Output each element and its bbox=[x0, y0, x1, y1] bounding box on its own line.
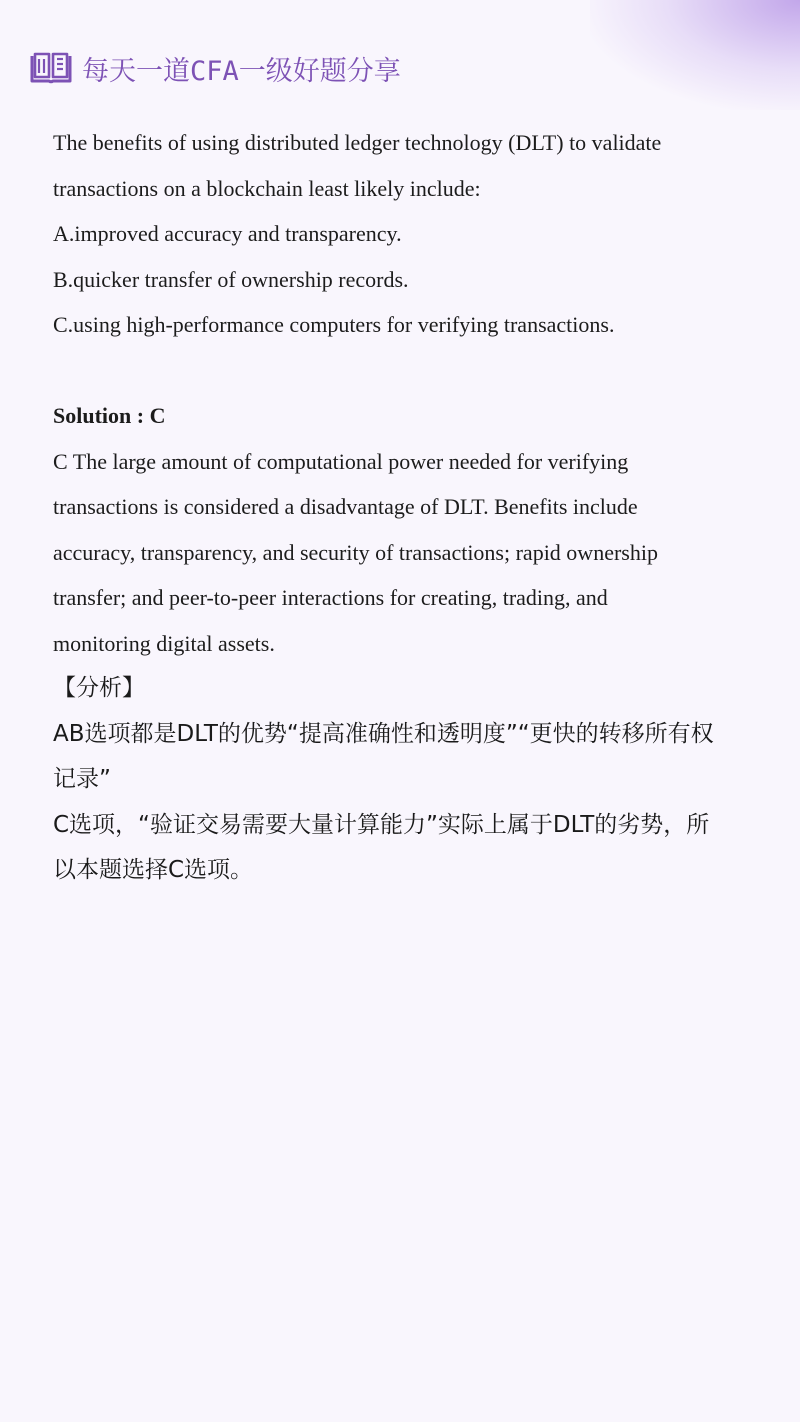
analysis-paragraph-1-line-1: AB选项都是DLT的优势“提高准确性和透明度”“更快的转移所有权 bbox=[53, 720, 714, 747]
solution-line-1: C The large amount of computational power needed for verifying bbox=[53, 448, 629, 474]
option-c: C.using high-performance computers for verifying transactions. bbox=[53, 312, 615, 337]
question-stem-line-1: The benefits of using distributed ledger technology (DLT) to validate bbox=[53, 130, 662, 155]
page-header bbox=[30, 48, 401, 88]
analysis-paragraph-2-line-2: 以本题选择C选项。 bbox=[53, 857, 254, 883]
analysis-heading: 【分析】 bbox=[53, 675, 145, 701]
book-icon bbox=[30, 51, 72, 85]
solution-line-2: transactions is considered a disadvantage of DLT. Benefits include bbox=[53, 494, 638, 519]
solution-line-5: monitoring digital assets. bbox=[53, 630, 275, 656]
solution-line-4: transfer; and peer-to-peer interactions for creating, trading, and bbox=[53, 585, 608, 610]
corner-gradient bbox=[590, 0, 800, 110]
analysis-paragraph-1-line-2: 记录” bbox=[53, 766, 111, 792]
analysis-paragraph-2-line-1: C选项，“验证交易需要大量计算能力”实际上属于DLT的劣势，所 bbox=[53, 811, 710, 838]
option-b: B.quicker transfer of ownership records. bbox=[53, 266, 409, 292]
question-content bbox=[53, 120, 743, 894]
solution-heading: Solution : C bbox=[53, 403, 166, 428]
page-title: 每天一道CFA一级好题分享 bbox=[82, 55, 401, 87]
solution-line-3: accuracy, transparency, and security of transactions; rapid ownership bbox=[53, 539, 658, 565]
spacer bbox=[53, 348, 743, 394]
option-a: A.improved accuracy and transparency. bbox=[53, 221, 402, 246]
question-stem-line-2: transactions on a blockchain least likely include: bbox=[53, 175, 481, 201]
